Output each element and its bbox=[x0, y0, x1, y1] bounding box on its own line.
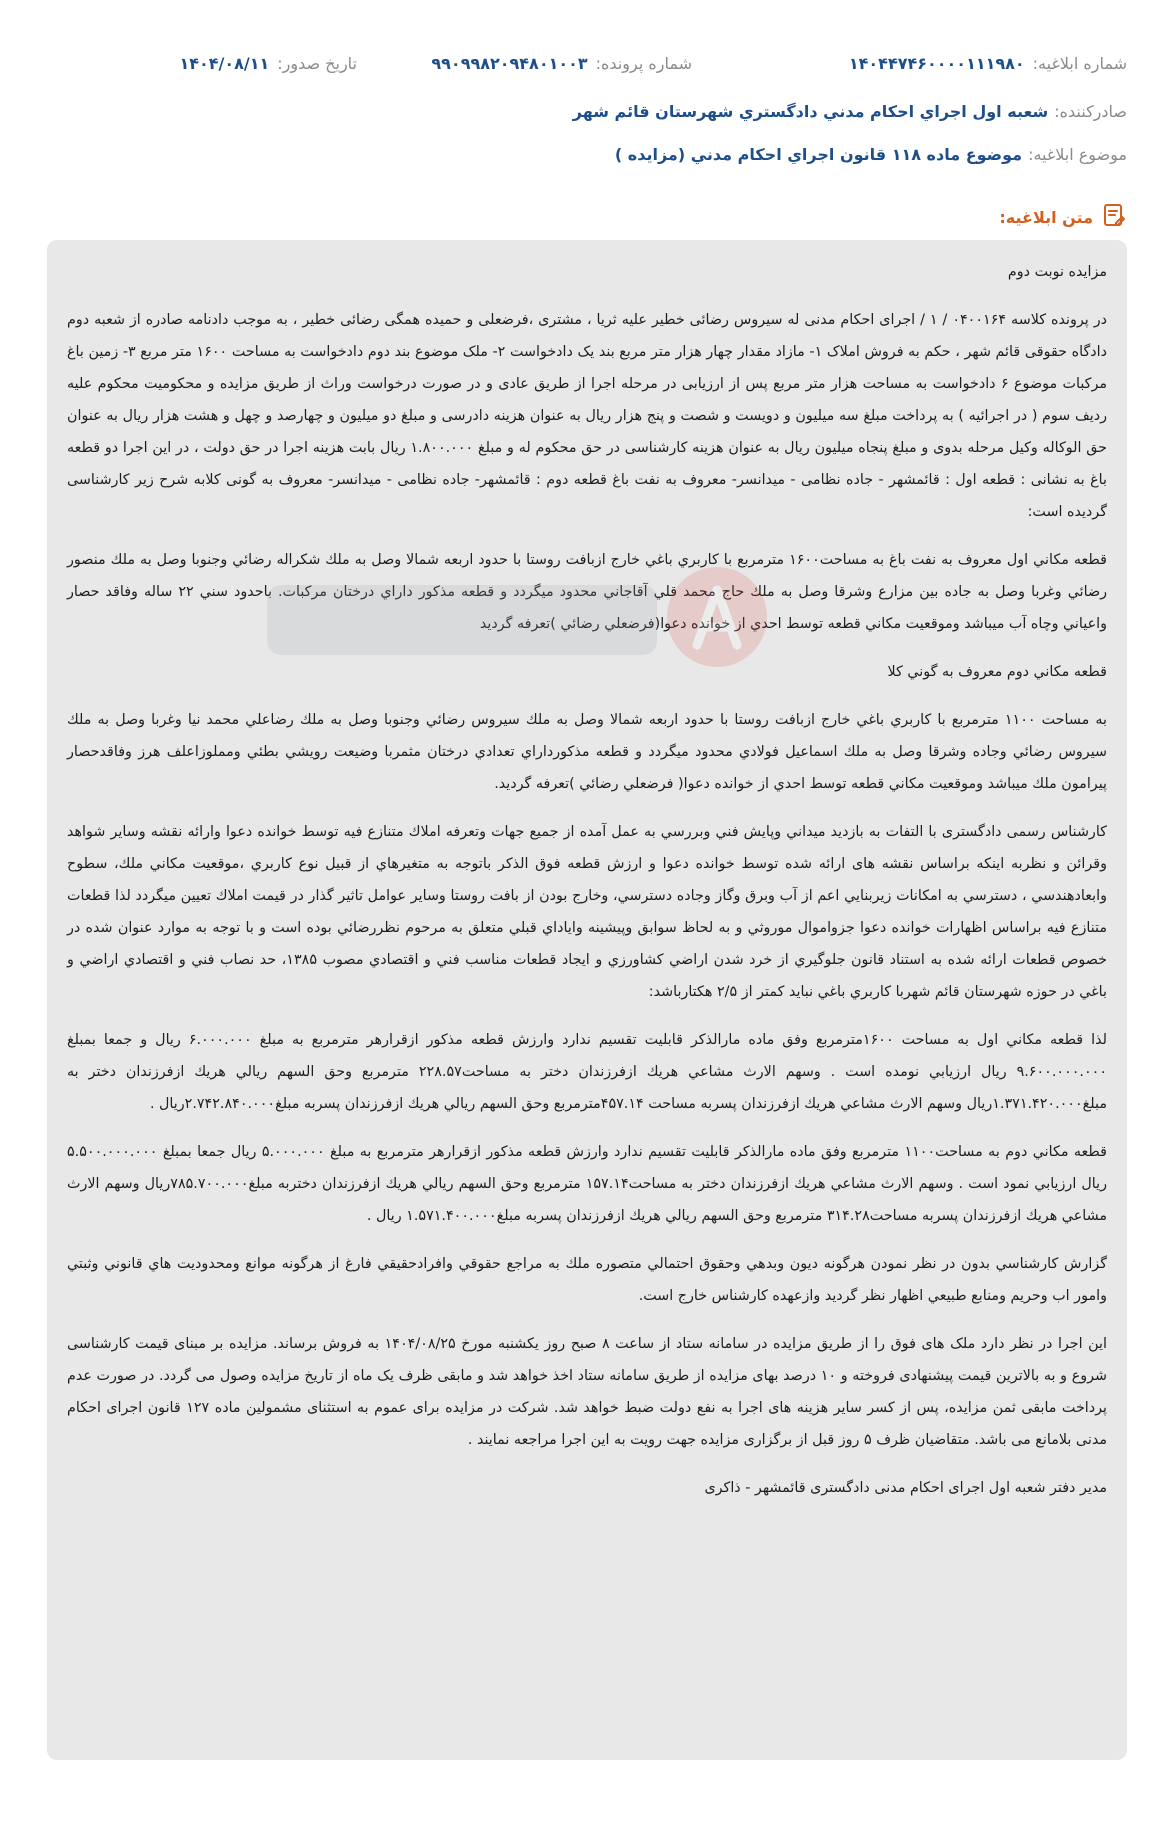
issue-date-value: ۱۴۰۴/۰۸/۱۱ bbox=[179, 54, 270, 73]
issue-date bbox=[179, 54, 357, 73]
notice-body bbox=[47, 240, 1127, 1760]
subject-line bbox=[47, 145, 1127, 164]
paragraph-plot-1: قطعه مکاني اول معروف به نفت باغ به مساحت۱۶۰۰ مترمربع با کاربري باغي خارج ازبافت روستا با حدود اربعه شمالا وصل به ملك شکراله رضائي وجنوبا وصل به ملك منصور رضائي وغربا وصل به جاده بين مزارع وشرقا وصل به ملك حاج محمد قلي آقاجاني محدود ميگردد و قطعه مذکور داراي درختان مرکبات. باحدود سني ۲۲ ساله وفاقد حصار واعياني وچاه آب ميباشد وموقعيت مکاني قطعه توسط احدي از خوانده دعوا(فرضعلي رضائي )تعرفه گرديد bbox=[67, 552, 1108, 632]
notice-number-label: شماره ابلاغیه: bbox=[1032, 54, 1127, 73]
issuer-label: صادرکننده: bbox=[1054, 102, 1127, 121]
paragraph-auction: این اجرا در نظر دارد ملک های فوق را از طریق مزایده در سامانه ستاد از ساعت ۸ صبح روز یکشنبه مورخ ۱۴۰۴/۰۸/۲۵ به فروش برساند. مزایده بر مبنای قیمت کارشناسی شروع و به بالاترین قیمت پیشنهادی فروخته و ۱۰ درصد بهای مزایده از طریق سامانه ستاد اخذ خواهد شد و مابقی ظرف یک ماه از تاریخ مزایده وصول می گردد. در صورت عدم پرداخت مابقی ثمن مزایده، پس از کسر سایر هزینه های اجرا به نفع دولت ضبط خواهد شد. شرکت در مزایده برای عموم به استثنای مشمولین ماده ۱۲۷ قانون اجرای احکام مدنی بلامانع می باشد. متقاضیان ظرف ۵ روز قبل از برگزاری مزایده جهت رویت به این اجرا مراجعه نمایند . bbox=[67, 1336, 1108, 1448]
subject-value: موضوع ماده ۱۱۸ قانون اجراي احکام مدني (مزايده ) bbox=[614, 145, 1023, 164]
notice-meta-row bbox=[47, 54, 1127, 80]
notice-number bbox=[849, 54, 1127, 73]
issue-date-label: تاریخ صدور: bbox=[277, 54, 357, 73]
paragraph-case: در پرونده کلاسه ۰۴۰۰۱۶۴ / ۱ / اجرای احکام مدنی له سیروس رضائی خطیر علیه ثریا ، مشتری ،فرضعلی و حمیده همگی رضائی خطیر ، به موجب دادنامه صادره از شعبه دوم دادگاه حقوقی قائم شهر ، حکم به فروش املاک ۱- مازاد مقدار چهار هزار متر مربع بند یک دادخواست ۲- ملک موضوع بند دوم دادخواست به مساحت ۱۶۰۰ متر مربع ۳- زمین باغ مرکبات موضوع ۶ دادخواست به مساحت هزار متر مربع پس از ارزیابی در مرحله اجرا از طریق عادی و در صورت درخواست وراث از طریق مزایده و محکومیت محکوم علیه ردیف سوم ( در اجرائیه ) به پرداخت مبلغ سه میلیون و دویست و شصت و پنج هزار ریال به عنوان هزینه دادرسی و مبلغ دو میلیون و چهارصد و چهل و هشت هزار ریال به عنوان حق الوکاله وکیل مرحله بدوی و مبلغ پنجاه میلیون ریال به عنوان هزینه کارشناسی در حق محکوم له و مبلغ ۱.۸۰۰.۰۰۰ ریال بابت هزینه اجرا در حق دولت ، در این اجرا دو قطعه باغ به نشانی : قطعه اول : قائمشهر - جاده نظامی - میدانسر- معروف به نفت باغ قطعه دوم : قائمشهر- جاده نظامی - میدانسر- معروف به گونی کلابه شرح زیر کارشناسی گردیده است: bbox=[67, 312, 1107, 520]
issuer-value: شعبه اول اجراي احکام مدني دادگستري شهرستان قائم شهر bbox=[572, 102, 1049, 121]
notice-text-title: متن ابلاغیه: bbox=[999, 207, 1093, 227]
paragraph-signature: مدیر دفتر شعبه اول اجرای احکام مدنی دادگستری قائمشهر - ذاکری bbox=[704, 1480, 1107, 1496]
case-number-label: شماره پرونده: bbox=[595, 54, 692, 73]
subject-label: موضوع ابلاغیه: bbox=[1028, 145, 1127, 164]
paragraph-expert: کارشناس رسمی دادگستری با التفات به بازديد ميداني وپايش فني وبررسي به عمل آمده از جميع جهات وتعرفه املاك متنازع فيه توسط خوانده دعوا وارائه نقشه وساير شواهد وقرائن و نظربه اينکه براساس نقشه هاى ارائه شده توسط خوانده دعوا و ارزش قطعه فوق الذکر باتوجه به متغيرهاي از قبيل نوع کاربري ،موقعيت مکاني ملك، سطوح وابعادهندسي ، دسترسي به امکانات زيربنايي اعم از آب وبرق وگاز وجاده دسترسي، وخارج بودن از بافت روستا وساير عوامل تاثير گذار در قيمت املاك تعيين ميگردد لذا قطعات متنازع فيه براساس اظهارات خوانده دعوا جزواموال موروثي و به لحاظ سوابق وپيشينه واياداي قبلي متعلق به مرحوم نظررضائي بوده است و با توجه به موارد عنوان شده در خصوص قطعات ارائه شده به استناد قانون جلوگيري از خرد شدن اراضي کشاورزي و ايجاد قطعات مناسب فني و اقتصادي مصوب ۱۳۸۵، حد نصاب فني و اقتصادي اراضي و باغي در حوزه شهرستان قائم شهربا کاربري باغي نبايد کمتر از ۲/۵ هکتارباشد: bbox=[67, 824, 1108, 1000]
paragraph-valuation-1: لذا قطعه مکاني اول به مساحت ۱۶۰۰مترمربع وفق ماده مارالذکر قابليت تقسيم ندارد وارزش قطعه مذکور ازقرارهر مترمربع به مبلغ ۶.۰۰۰.۰۰۰ ريال و جمعا بمبلغ ۹.۶۰۰.۰۰۰.۰۰۰ ريال ارزيابي نومده است . وسهم الارث مشاعي هريك ازفرزندان دختر به مساحت۲۲۸.۵۷ مترمربع وحق السهم ريالي هريك ازفرزندان دختر به مبلغ۱.۳۷۱.۴۲۰.۰۰۰ريال وسهم الارث مشاعي هريك ازفرزندان پسربه مساحت ۴۵۷.۱۴مترمربع وحق السهم ريالي هريك ازفرزندان پسربه مبلغ۲.۷۴۲.۸۴۰.۰۰۰ريال . bbox=[67, 1032, 1108, 1112]
paragraph-valuation-2: قطعه مکاني دوم به مساحت۱۱۰۰ مترمربع وفق ماده مارالذکر قابليت تقسيم ندارد وارزش قطعه مذکور ازقرارهر مترمربع به مبلغ ۵.۰۰۰.۰۰۰ ريال جمعا بمبلغ ۵.۵۰۰.۰۰۰.۰۰۰ ريال ارزيابي نمود است . وسهم الارث مشاعي هريك ازفرزندان دختر به مساحت۱۵۷.۱۴ مترمربع وحق السهم ريالي هريك ازفرزندان دختربه مبلغ۷۸۵.۷۰۰.۰۰۰ريال وسهم الارث مشاعي هريك ازفرزندان پسربه مساحت۳۱۴.۲۸ مترمربع وحق السهم ريالي هريك ازفرزندان پسربه مبلغ۱.۵۷۱.۴۰۰.۰۰۰ ريال . bbox=[67, 1144, 1108, 1224]
document-edit-icon bbox=[1101, 202, 1127, 232]
notice-number-value: ۱۴۰۴۴۷۴۶۰۰۰۰۱۱۱۹۸۰ bbox=[848, 54, 1025, 73]
paragraph-disclaimer: گزارش کارشناسي بدون در نظر نمودن هرگونه ديون وبدهي وحقوق احتمالي متصوره ملك به مراجع حقوقي وافرادحقيقي فارغ از هرگونه موانع ومحدوديت هاي قانوني وثبتي وامور اب وحريم ومنابع طبيعي اظهار نظر گرديد وازعهده کارشناس خارج است. bbox=[67, 1256, 1107, 1304]
paragraph-plot-2: به مساحت ۱۱۰۰ مترمربع با کاربري باغي خارج ازبافت روستا با حدود اربعه شمالا وصل به ملك سيروس رضائي وجنوبا وصل به ملك رضاعلي محمد نيا وغربا وصل به ملك سيروس رضائي وجاده وشرقا وصل به ملك اسماعيل فولادي محدود ميگردد و قطعه مذکورداراي تعدادي درختان مثمربا وضيعت رويشي بطئي ومملوزاعلف هرز وفاقدحصار پيرامون ملك ميباشد وموقعيت مکاني قطعه توسط احدي از خوانده دعوا( فرضعلي رضائي )تعرفه گرديد. bbox=[67, 712, 1107, 792]
case-number-value: ۹۹۰۹۹۸۲۰۹۴۸۰۱۰۰۳ bbox=[431, 54, 588, 73]
notice-text-heading bbox=[999, 202, 1127, 232]
paragraph-plot-2-heading: قطعه مکاني دوم معروف به گوني کلا bbox=[887, 664, 1107, 680]
issuer-line bbox=[47, 102, 1127, 121]
case-number bbox=[431, 54, 692, 73]
paragraph-title: مزايده نوبت دوم bbox=[1007, 264, 1107, 280]
